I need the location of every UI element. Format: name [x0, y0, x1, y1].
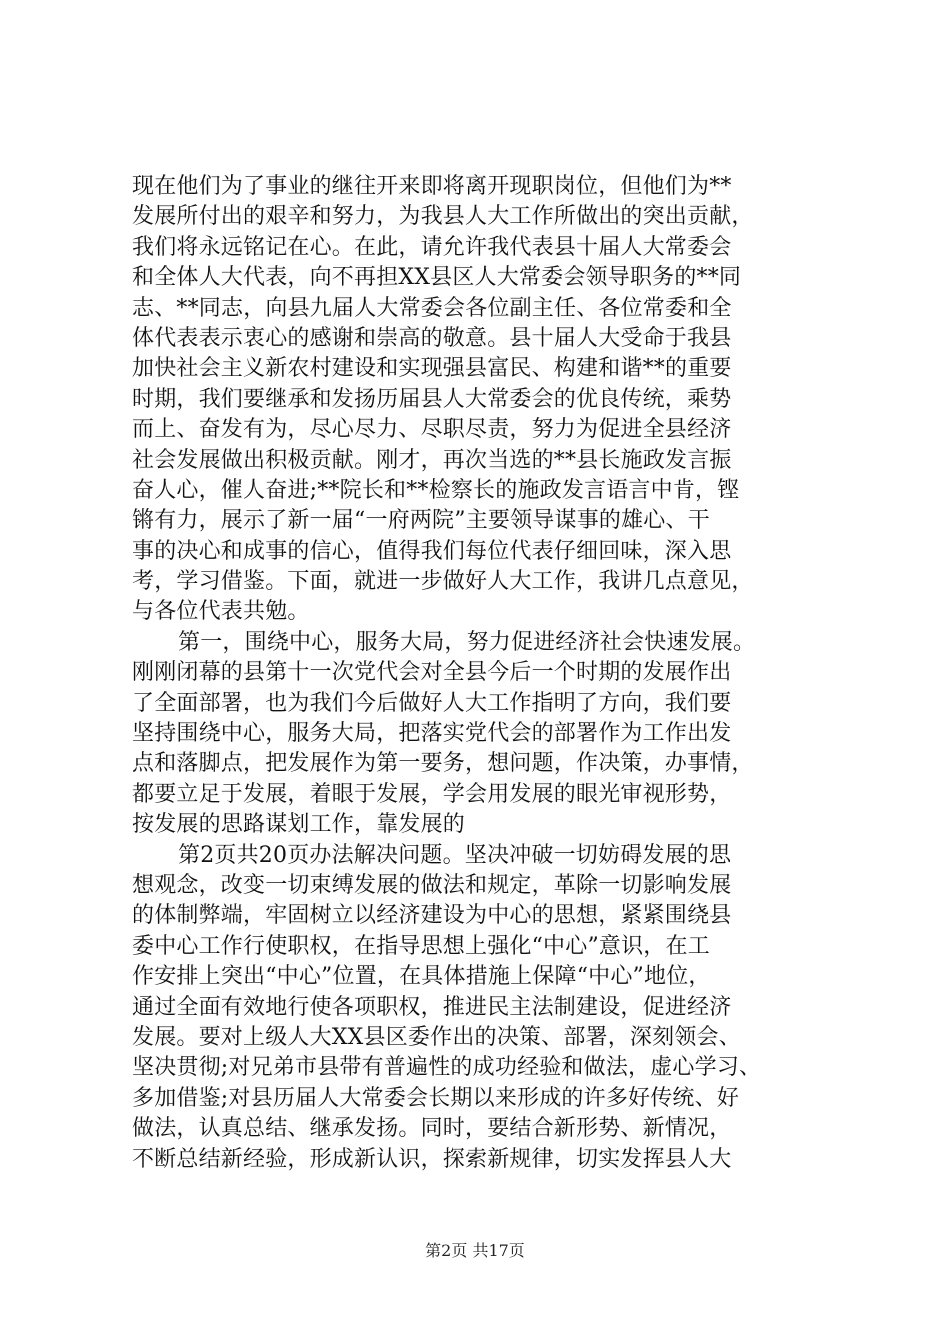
text-line: 多加借鉴;对县历届人大常委会长期以来形成的许多好传统、好: [132, 1085, 740, 1111]
text-line: 发展。要对上级人大XX县区委作出的决策、部署，深刻领会、: [132, 1024, 741, 1050]
text-line: 按发展的思路谋划工作，靠发展的: [132, 812, 466, 838]
text-line: 和全体人大代表，向不再担XX县区人大常委会领导职务的**同: [132, 265, 742, 291]
text-line: 了全面部署，也为我们今后做好人大工作指明了方向，我们要: [132, 690, 732, 716]
text-line: 的体制弊端，牢固树立以经济建设为中心的思想，紧紧围绕县: [132, 903, 732, 929]
text-line: 而上、奋发有为，尽心尽力、尽职尽责，努力为促进全县经济: [132, 417, 732, 443]
text-line: 加快社会主义新农村建设和实现强县富民、构建和谐**的重要: [132, 356, 732, 382]
text-line: 坚持围绕中心，服务大局，把落实党代会的部署作为工作出发: [132, 721, 732, 747]
text-line: 锵有力，展示了新一届“一府两院”主要领导谋事的雄心、干: [132, 508, 710, 534]
paragraph-start-line: 第一，围绕中心，服务大局，努力促进经济社会快速发展。: [178, 629, 756, 655]
text-line: 都要立足于发展，着眼于发展，学会用发展的眼光审视形势，: [132, 781, 732, 807]
text-line: 奋人心，催人奋进;**院长和**检察长的施政发言语言中肯，铿: [132, 477, 740, 503]
text-line: 考，学习借鉴。下面，就进一步做好人大工作，我讲几点意见，: [132, 569, 754, 595]
text-line: 做法，认真总结、继承发扬。同时，要结合新形势、新情况，: [132, 1116, 732, 1142]
text-line: 我们将永远铭记在心。在此，请允许我代表县十届人大常委会: [132, 234, 732, 260]
text-line: 刚刚闭幕的县第十一次党代会对全县今后一个时期的发展作出: [132, 660, 732, 686]
text-line: 发展所付出的艰辛和努力，为我县人大工作所做出的突出贡献，: [132, 204, 754, 230]
text-line: 坚决贯彻;对兄弟市县带有普遍性的成功经验和做法，虚心学习、: [132, 1055, 762, 1081]
document-body: [132, 172, 832, 1175]
text-line: 志、**同志，向县九届人大常委会各位副主任、各位常委和全: [132, 295, 732, 321]
text-line: 通过全面有效地行使各项职权，推进民主法制建设，促进经济: [132, 994, 732, 1020]
text-line: 点和落脚点，把发展作为第一要务，想问题，作决策，办事情，: [132, 751, 754, 777]
page-footer: 第2页 共17页: [425, 1241, 525, 1260]
text-line: 事的决心和成事的信心，值得我们每位代表仔细回味，深入思: [132, 538, 732, 564]
text-line: 委中心工作行使职权，在指导思想上强化“中心”意识，在工: [132, 933, 710, 959]
text-line: 与各位代表共勉。: [132, 599, 310, 625]
text-line: 社会发展做出积极贡献。刚才，再次当选的**县长施政发言振: [132, 447, 732, 473]
text-line: 体代表表示衷心的感谢和崇高的敬意。县十届人大受命于我县: [132, 325, 732, 351]
text-line: 作安排上突出“中心”位置，在具体措施上保障“中心”地位，: [132, 964, 711, 990]
text-line: 想观念，改变一切束缚发展的做法和规定，革除一切影响发展: [132, 872, 732, 898]
paragraph-start-line: 第2页共20页办法解决问题。坚决冲破一切妨碍发展的思: [178, 842, 732, 868]
text-line: 现在他们为了事业的继往开来即将离开现职岗位，但他们为**: [132, 174, 732, 199]
text-line: 时期，我们要继承和发扬历届县人大常委会的优良传统，乘势: [132, 386, 732, 412]
text-line: 不断总结新经验，形成新认识，探索新规律，切实发挥县人大: [132, 1146, 732, 1172]
